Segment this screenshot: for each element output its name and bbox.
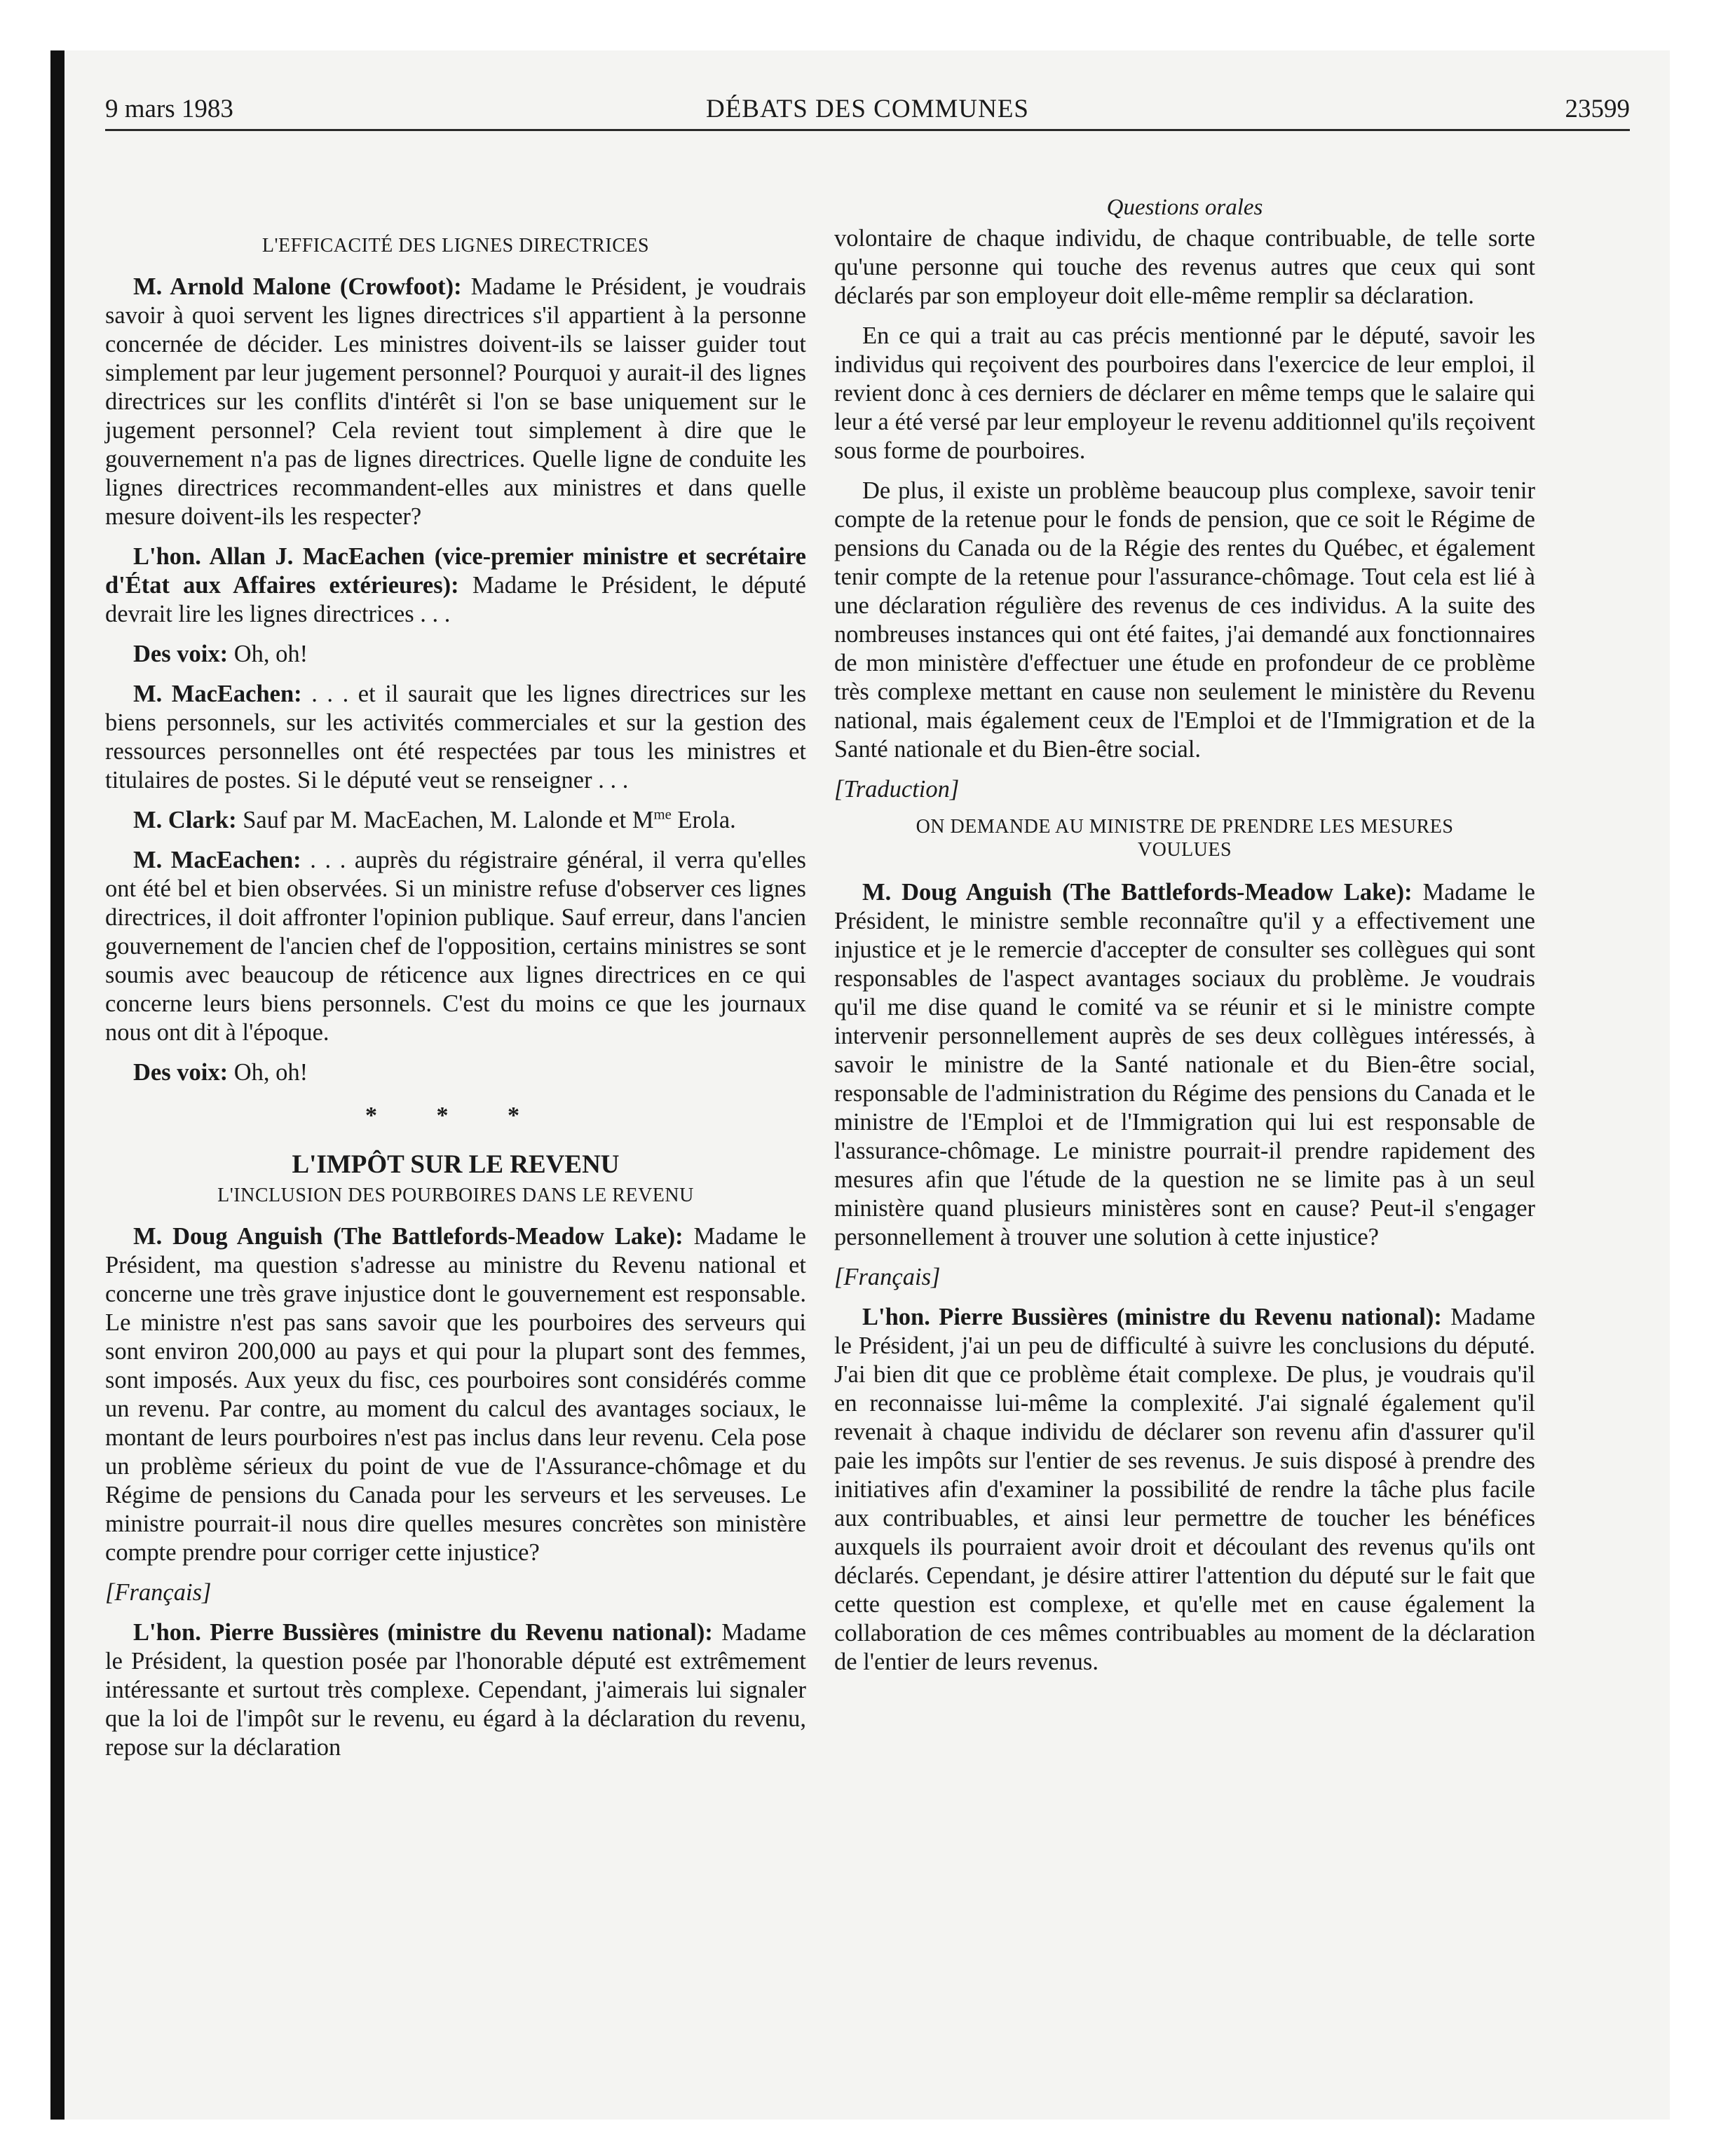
speech-text: Madame le Président, le ministre semble reconnaître qu'il y a effectivement une injustice et je le remercie d'accepter de consulter ses collègues qui sont responsables de l'aspect avantages sociaux du problème. Je voudrais qu'il me dise quand le comité va se réunir et si le ministre compte intervenir personnellement auprès de ses deux collègues intéressés, à savoir le ministre de la Santé nationale et du Bien-être social, responsable de l'administration du Régime des pensions du Canada et le ministre de l'Emploi et de l'Immigration qui lui est responsable de l'assurance-chômage. Le ministre pourrait-il prendre rapidement des mesures afin que l'étude de la question ne se limite pas à un seul ministère quand plusieurs ministères sont en cause? Peut-il s'engager personnellement à trouver une solution à cette injustice? bbox=[834, 879, 1535, 1250]
scan-edge bbox=[50, 50, 64, 2120]
paragraph bbox=[105, 1618, 806, 1762]
section-heading: L'IMPÔT SUR LE REVENU bbox=[292, 1150, 620, 1179]
paragraph bbox=[834, 1303, 1535, 1677]
running-head: Questions orales bbox=[1106, 195, 1263, 220]
speech-text: De plus, il existe un problème beaucoup plus complexe, savoir tenir compte de la retenue pour le fonds de pension, que ce soit le Régime de pensions du Canada ou de la Régie des rentes du Québec, et également tenir compte de la retenue pour l'assurance-chômage. Tout cela est lié à une déclaration régulière des revenus de ces individus. A la suite des nombreuses instances qui ont été faites, j'ai demandé aux fonctionnaires de mon ministère d'effectuer une étude en profondeur de ce problème très complexe mettant en cause non seulement le ministère du Revenu national, mais également ceux de l'Emploi et de l'Immigration et de la Santé nationale et du Bien-être social. bbox=[834, 477, 1535, 763]
language-note: [Français] bbox=[105, 1579, 212, 1606]
speaker: Des voix: bbox=[133, 641, 229, 667]
paragraph bbox=[105, 640, 806, 669]
speaker: M. Clark: bbox=[133, 807, 237, 833]
subheading-guidelines: L'EFFICACITÉ DES LIGNES DIRECTRICES bbox=[261, 235, 650, 257]
subheading-tips: L'INCLUSION DES POURBOIRES DANS LE REVENU bbox=[217, 1185, 694, 1206]
speech-text: . . . auprès du régistraire général, il verra qu'elles ont été bel et bien observées. Si un ministre refuse d'observer ces lignes directrices, il doit affronter l'opinion publique. Sauf erreur, dans l'ancien gouvernement de l'ancien chef de l'opposition, certains ministres se sont soumis avec beaucoup de réticence aux lignes directrices en ce qui concerne leurs biens personnels. C'est du moins ce que les journaux nous ont dit à l'époque. bbox=[105, 847, 806, 1046]
paragraph bbox=[105, 806, 806, 835]
header-date: 9 mars 1983 bbox=[105, 95, 233, 123]
subheading-measures: ON DEMANDE AU MINISTRE DE PRENDRE LES MESURES VOULUES bbox=[916, 816, 1454, 861]
language-note: [Français] bbox=[834, 1264, 941, 1290]
paragraph bbox=[105, 273, 806, 531]
header-title: DÉBATS DES COMMUNES bbox=[705, 95, 1029, 123]
left-column bbox=[105, 137, 806, 1773]
speech-text: Oh, oh! bbox=[228, 641, 308, 667]
speech-text: En ce qui a trait au cas précis mentionné par le député, savoir les individus qui reçoivent des pourboires dans l'exercice de leur emploi, il revient donc à ces derniers de déclarer en même temps que le salaire qui leur a été versé par leur employeur le revenu additionnel qu'ils reçoivent sous forme de pourboires. bbox=[834, 322, 1535, 464]
speech-text: Madame le Président, je voudrais savoir à quoi servent les lignes directrices s'il appartient à la personne concernée de décider. Les ministres doivent-ils se laisser guider tout simplement par leur jugement personnel? Pourquoi y aurait-il des lignes directrices sur les conflits d'intérêt si l'on se base uniquement sur le jugement personnel? Cela revient tout simplement à dire que le gouvernement n'a pas de lignes directrices. Quelle ligne de conduite les lignes directrices recommandent-elles aux ministres et dans quelle mesure doivent-ils les respecter? bbox=[105, 273, 806, 530]
speaker: M. Arnold Malone (Crowfoot): bbox=[133, 273, 462, 300]
paragraph bbox=[105, 543, 806, 629]
speech-text: Sauf par M. MacEachen, M. Lalonde et M bbox=[236, 807, 654, 833]
speaker: M. MacEachen: bbox=[133, 681, 302, 707]
paragraph bbox=[105, 1222, 806, 1567]
speaker: M. Doug Anguish (The Battlefords-Meadow Lake): bbox=[862, 879, 1413, 906]
speech-text: Oh, oh! bbox=[228, 1059, 308, 1086]
superscript: me bbox=[653, 807, 672, 823]
header-page-number: 23599 bbox=[1565, 95, 1630, 123]
speech-text: Madame le Président, le député devrait lire les lignes directrices . . . bbox=[105, 572, 806, 627]
speech-text: . . . et il saurait que les lignes directrices sur les biens personnels, sur les activités commerciales et sur la gestion des ressources personnelles ont été respectées par tous les ministres et titulaires de postes. Si le député veut se renseigner . . . bbox=[105, 681, 806, 793]
speech-text: Madame le Président, j'ai un peu de difficulté à suivre les conclusions du député. J'ai bien dit que ce problème était complexe. De plus, je voudrais qu'il en reconnaisse lui-même la complexité. J'ai signalé également qu'il revenait à chaque individu de déclarer son revenu afin d'assurer qu'il paie les impôts sur l'entier de ses revenus. Je suis disposé à prendre des initiatives afin d'examiner la possibilité de rendre la tâche plus facile aux contribuables, et ainsi leur permettre de toucher les bénéfices auxquels ils pourraient avoir droit et découlant des revenus qu'ils ont déclarés. Cependant, je désire attirer l'attention du député sur le fait que cette question est complexe, et qu'elle met en cause également la collaboration de ces mêmes contribuables au moment de la déclaration de l'entier de leurs revenus. bbox=[834, 1304, 1536, 1675]
language-note: [Traduction] bbox=[834, 776, 960, 803]
speech-text: volontaire de chaque individu, de chaque contribuable, de telle sorte qu'une personne qui touche des revenus autres que ceux qui sont déclarés par son employeur doit elle-même remplir sa déclaration. bbox=[834, 225, 1535, 309]
speaker: Des voix: bbox=[133, 1059, 229, 1086]
speech-text: Madame le Président, la question posée par l'honorable député est extrêmement intéressante et surtout très complexe. Cependant, j'aimerais lui signaler que la loi de l'impôt sur le revenu, eu égard à la déclaration du revenu, repose sur la déclaration bbox=[105, 1619, 807, 1761]
speaker: M. Doug Anguish (The Battlefords-Meadow Lake): bbox=[133, 1223, 683, 1250]
speech-text: Madame le Président, ma question s'adresse au ministre du Revenu national et concerne une très grave injustice dont le gouvernement est responsable. Le ministre n'est pas sans savoir que les pourboires des serveurs qui sont environ 200,000 au pays et qui pour la plupart sont des femmes, sont imposés. Aux yeux du fisc, ces pourboires sont considérés comme un revenu. Par contre, au moment du calcul des avantages sociaux, le montant de leurs pourboires n'est pas inclus dans leur revenu. Cela pose un problème sérieux du point de vue de l'Assurance-chômage et du Régime de pensions du Canada pour les serveurs et les serveuses. Le ministre pourrait-il nous dire quelles mesures concrètes son ministère compte prendre pour corriger cette injustice? bbox=[105, 1223, 806, 1566]
right-column bbox=[834, 137, 1535, 1688]
paragraph bbox=[834, 878, 1535, 1252]
speaker: L'hon. Allan J. MacEachen (vice-premier ministre et secrétaire d'État aux Affaires extérieures): bbox=[105, 543, 806, 599]
section-separator: * * * bbox=[365, 1103, 546, 1128]
speaker: L'hon. Pierre Bussières (ministre du Revenu national): bbox=[133, 1619, 713, 1646]
paragraph bbox=[105, 680, 806, 795]
paragraph bbox=[834, 477, 1535, 764]
speech-text-tail: Erola. bbox=[671, 807, 736, 833]
speaker: M. MacEachen: bbox=[133, 847, 301, 873]
paragraph bbox=[105, 846, 806, 1047]
page-header bbox=[105, 94, 1630, 131]
paragraph bbox=[834, 224, 1535, 311]
speaker: L'hon. Pierre Bussières (ministre du Revenu national): bbox=[862, 1304, 1442, 1330]
paragraph bbox=[834, 322, 1535, 465]
paragraph bbox=[105, 1058, 806, 1087]
